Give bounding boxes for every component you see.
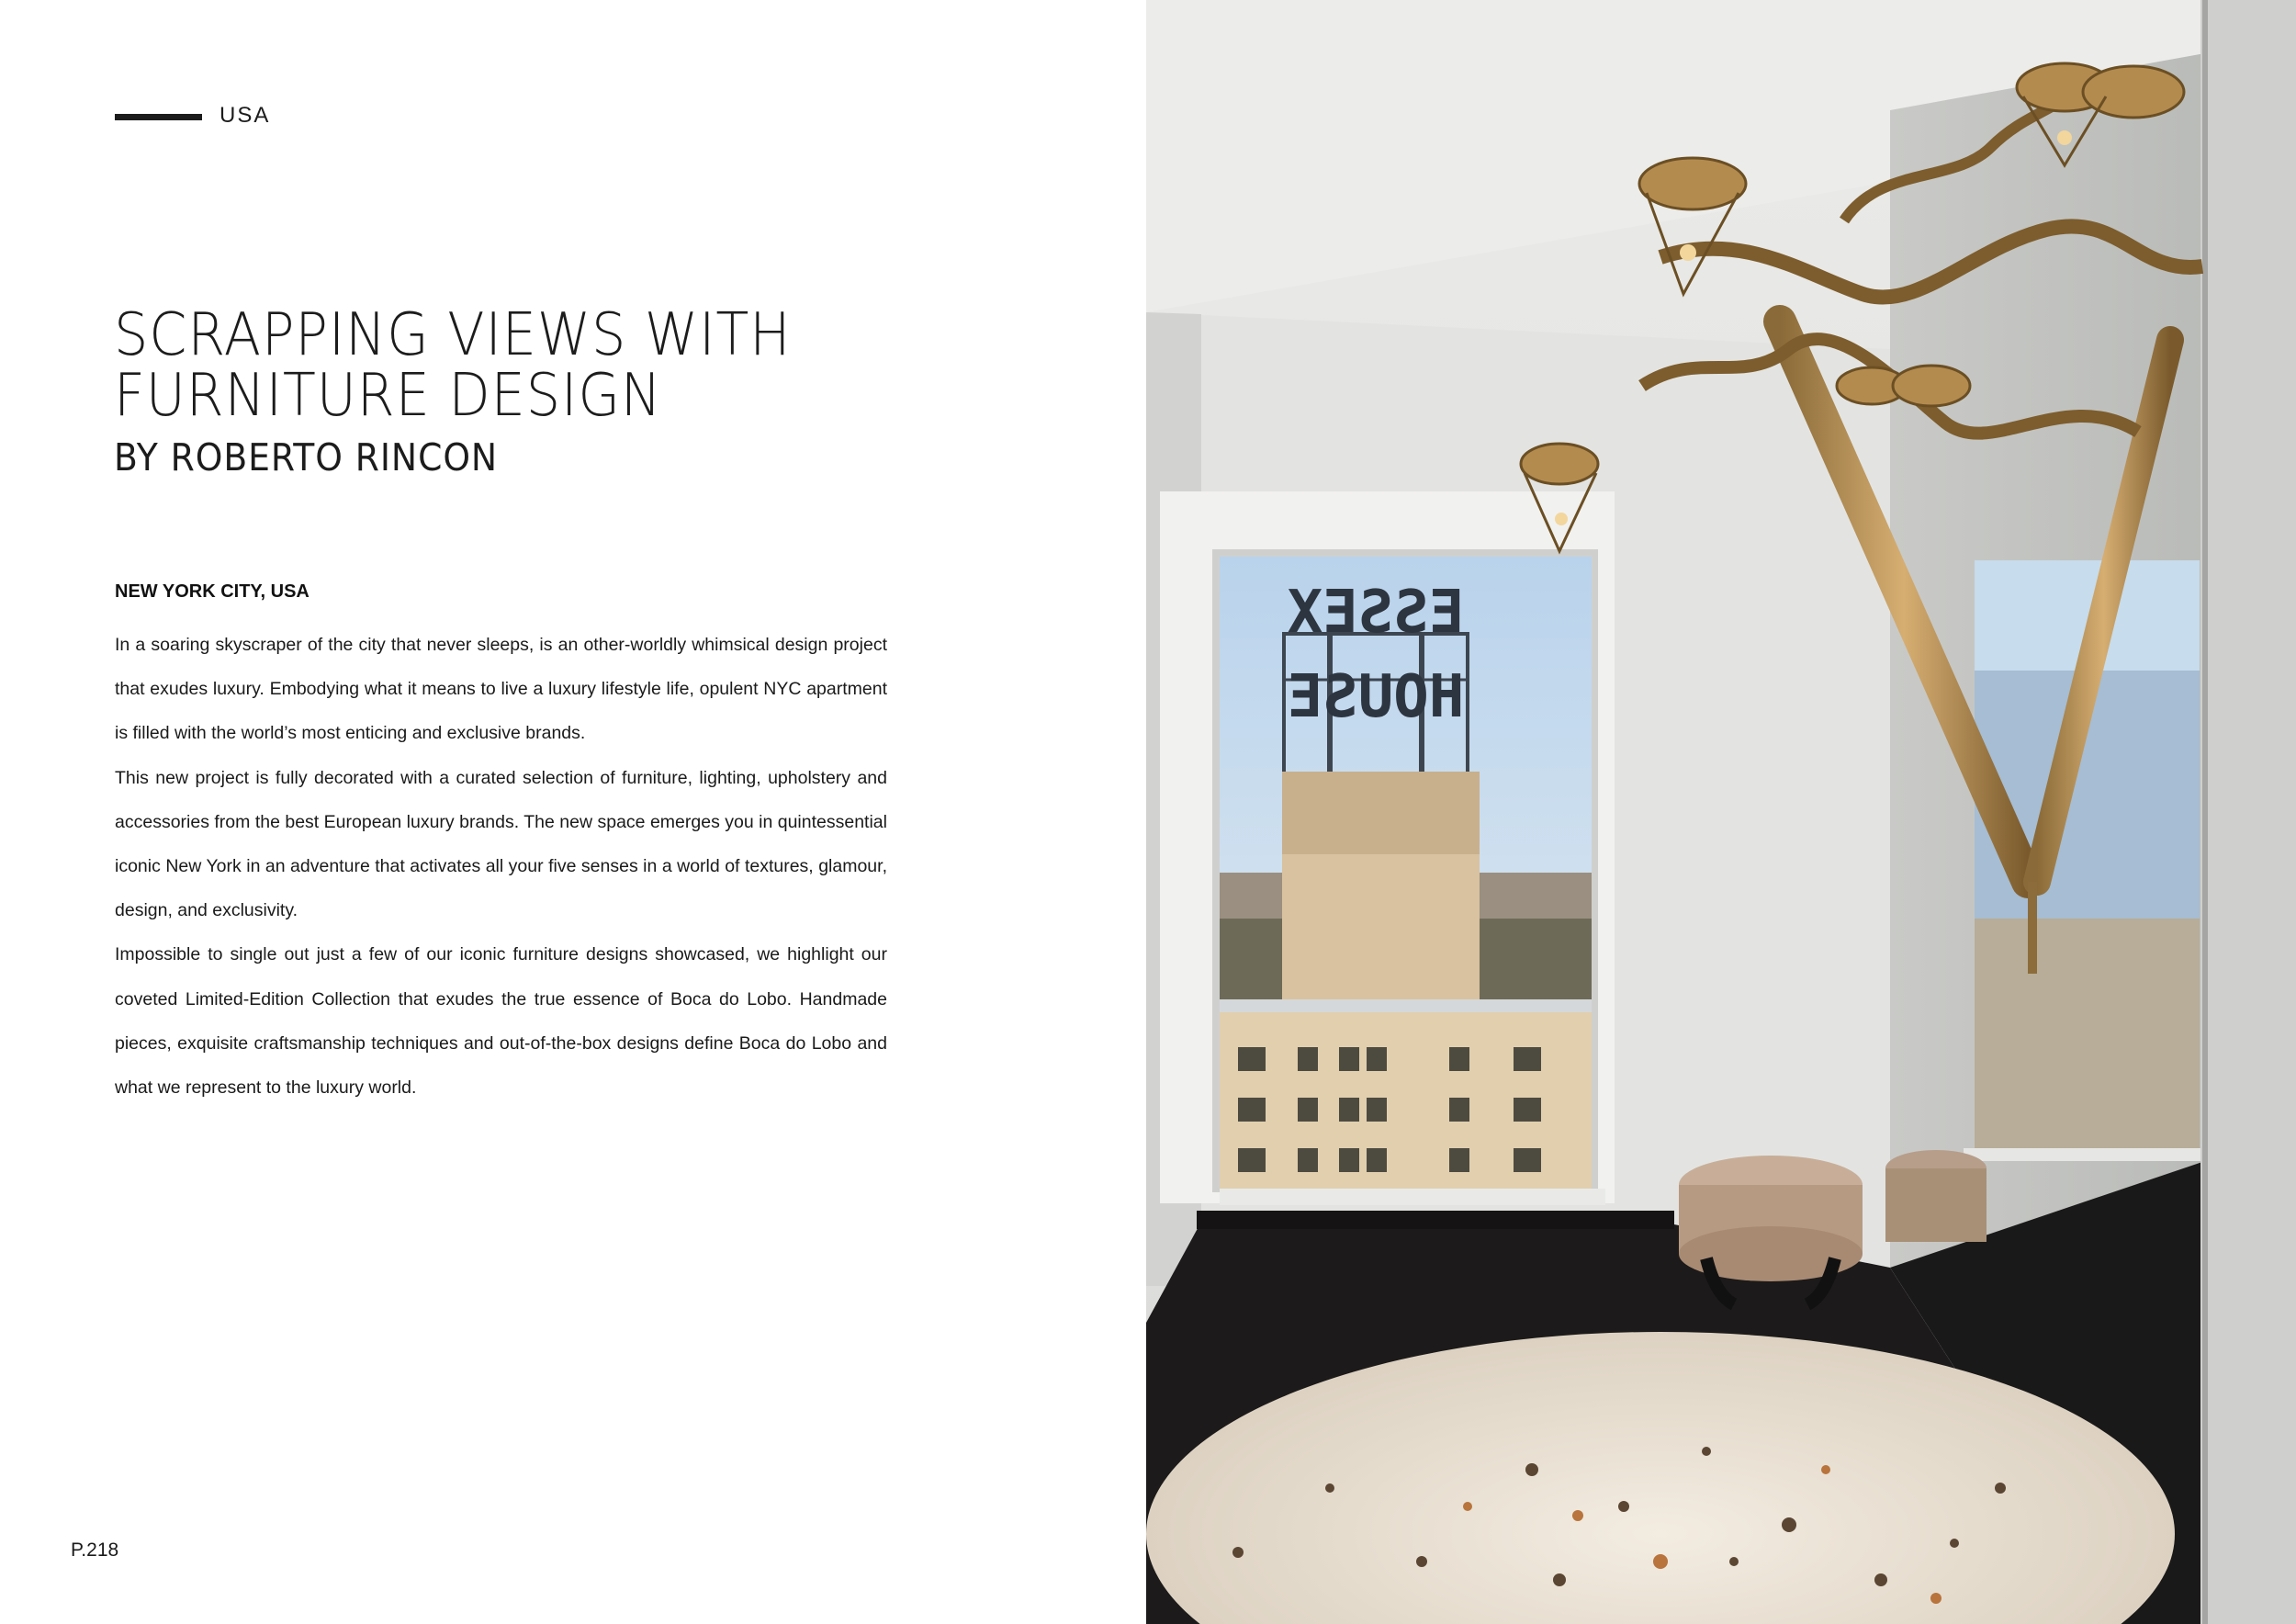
paragraph: This new project is fully decorated with a curated selection of furniture, lighting, upholstery and accessories from the best European luxury brands. The new space emerges you in quintessential iconic New York in an adventure that activates all your five senses in a world of textures, glamour, design, and exclusivity. — [115, 767, 887, 921]
interior-photo — [1146, 0, 2296, 1624]
title-line-1: SCRAPPING VIEWS WITH — [114, 301, 792, 369]
section-rule — [115, 114, 202, 120]
paragraph: Impossible to single out just a few of our iconic furniture designs showcased, we highlight our coveted Limited-Edition Collection that exudes the true essence of Boca do Lobo. Handmade pieces, exquisite craftsmanship techniques and out-of-the-box designs define Boca do Lobo and what we represent to the luxury world. — [115, 944, 887, 1099]
article-body — [115, 623, 887, 1110]
paragraph: In a soaring skyscraper of the city that never sleeps, is an other-worldly whimsical design project that exudes luxury. Embodying what it means to live a luxury lifestyle life, opulent NYC apartment is filled with the world’s most enticing and exclusive brands. — [115, 635, 887, 744]
article-title — [114, 301, 874, 430]
svg-text:ESSEX: ESSEX — [1287, 579, 1465, 647]
article-byline: BY ROBERTO RINCON — [114, 435, 499, 479]
section-label: USA — [219, 103, 271, 128]
title-line-2: FURNITURE DESIGN — [114, 362, 662, 430]
text-column — [0, 0, 1146, 1624]
dateline: NEW YORK CITY, USA — [115, 581, 310, 602]
page-number: P.218 — [71, 1539, 119, 1561]
svg-text:HOUSE: HOUSE — [1287, 663, 1465, 731]
